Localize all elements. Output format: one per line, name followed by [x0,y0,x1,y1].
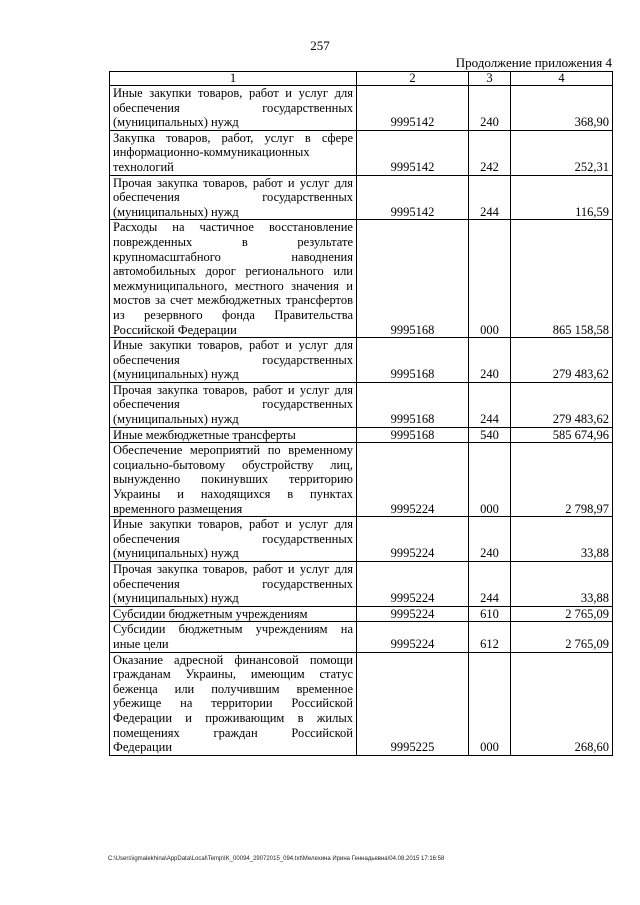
target-code: 9995142 [357,130,469,175]
amount: 116,59 [511,175,613,220]
expense-name: Обеспечение мероприятий по временному социально-бытовому обустройству лиц, вынужденно покинувших территорию Украины и находящихся в пунктах временного размещения [110,443,357,517]
table-row [110,652,613,755]
table-row [110,86,613,131]
file-path-footer: C:\Users\igmalekhina\AppData\Local\Temp\IK_00094_29072015_094.txt\Мелехина Ирина Геннадьевна\04.08.2015 17:16:58 [108,856,445,862]
amount: 2 798,97 [511,443,613,517]
expense-name: Прочая закупка товаров, работ и услуг для обеспечения государственных (муниципальных) нужд [110,175,357,220]
table-row [110,427,613,443]
table-row [110,562,613,607]
table-row [110,338,613,383]
expense-name: Иные закупки товаров, работ и услуг для обеспечения государственных (муниципальных) нужд [110,338,357,383]
column-header: 2 [357,72,469,86]
table-row [110,622,613,652]
expense-type: 240 [469,86,511,131]
table-row [110,220,613,338]
expense-type: 000 [469,220,511,338]
expense-type: 244 [469,175,511,220]
expense-name: Субсидии бюджетным учреждениям на иные цели [110,622,357,652]
table-row [110,130,613,175]
expense-name: Прочая закупка товаров, работ и услуг для обеспечения государственных (муниципальных) нужд [110,382,357,427]
target-code: 9995224 [357,443,469,517]
amount: 33,88 [511,517,613,562]
page-number: 257 [310,38,330,53]
expense-name: Субсидии бюджетным учреждениям [110,606,357,622]
expense-type: 240 [469,338,511,383]
amount: 33,88 [511,562,613,607]
table-row [110,517,613,562]
target-code: 9995168 [357,220,469,338]
target-code: 9995224 [357,606,469,622]
column-header: 3 [469,72,511,86]
expense-name: Иные закупки товаров, работ и услуг для обеспечения государственных (муниципальных) нужд [110,86,357,131]
target-code: 9995224 [357,562,469,607]
table-row [110,382,613,427]
target-code: 9995225 [357,652,469,755]
expense-type: 610 [469,606,511,622]
continuation-label: Продолжение приложения 4 [455,55,612,70]
amount: 279 483,62 [511,382,613,427]
table-row [110,175,613,220]
amount: 368,90 [511,86,613,131]
column-header: 4 [511,72,613,86]
expense-type: 242 [469,130,511,175]
expense-name: Прочая закупка товаров, работ и услуг для обеспечения государственных (муниципальных) нужд [110,562,357,607]
target-code: 9995142 [357,175,469,220]
expense-name: Расходы на частичное восстановление поврежденных в результате крупномасштабного наводнения автомобильных дорог регионального или межмуниципального, местного значения и мостов за счет межбюджетных трансфертов из резервного фонда Правительства Российской Федерации [110,220,357,338]
expense-type: 240 [469,517,511,562]
budget-table [109,71,613,756]
expense-name: Иные межбюджетные трансферты [110,427,357,443]
target-code: 9995224 [357,517,469,562]
column-header: 1 [110,72,357,86]
target-code: 9995142 [357,86,469,131]
amount: 585 674,96 [511,427,613,443]
target-code: 9995168 [357,427,469,443]
target-code: 9995168 [357,338,469,383]
amount: 252,31 [511,130,613,175]
expense-name: Иные закупки товаров, работ и услуг для обеспечения государственных (муниципальных) нужд [110,517,357,562]
expense-type: 244 [469,382,511,427]
expense-type: 000 [469,443,511,517]
expense-type: 244 [469,562,511,607]
target-code: 9995168 [357,382,469,427]
target-code: 9995224 [357,622,469,652]
amount: 865 158,58 [511,220,613,338]
amount: 268,60 [511,652,613,755]
amount: 2 765,09 [511,622,613,652]
table-row [110,606,613,622]
expense-type: 540 [469,427,511,443]
table-header-row [110,72,613,86]
expense-name: Закупка товаров, работ, услуг в сфере информационно-коммуникационных технологий [110,130,357,175]
expense-type: 000 [469,652,511,755]
table-row [110,443,613,517]
amount: 2 765,09 [511,606,613,622]
expense-type: 612 [469,622,511,652]
amount: 279 483,62 [511,338,613,383]
expense-name: Оказание адресной финансовой помощи гражданам Украины, имеющим статус беженца или получившим временное убежище на территории Российской Федерации и проживающим в жилых помещениях граждан Российской Федерации [110,652,357,755]
